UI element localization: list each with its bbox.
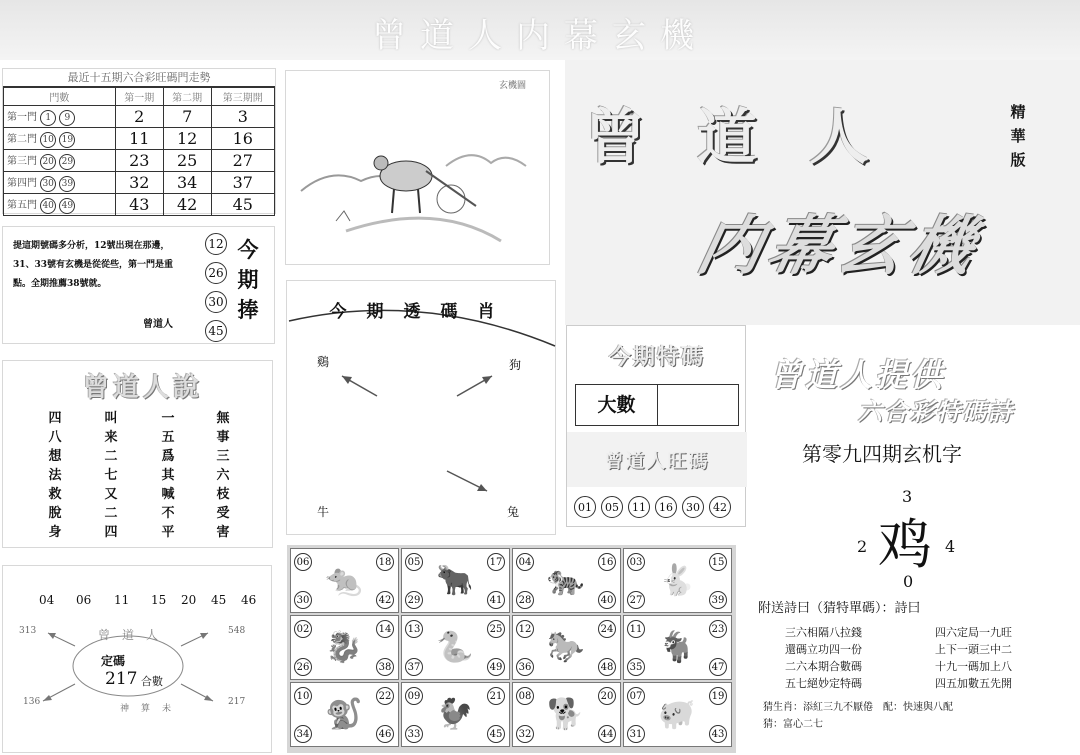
zodiac-cell (512, 548, 621, 613)
special-title: 今期特碼 (608, 344, 705, 370)
grid-number: 06 (294, 553, 312, 571)
grid-number: 39 (709, 591, 727, 609)
grid-number: 07 (627, 687, 645, 705)
poem-line: 三六相隔八拉錢 (785, 626, 862, 639)
gate-label: 第一門 (7, 111, 37, 123)
diagram-right-top: 548 (228, 626, 246, 636)
zodiac-rabbit: 兔 (507, 505, 520, 519)
recommended-number: 26 (205, 262, 227, 284)
grid-number: 26 (294, 658, 312, 676)
rooster-icon: 🐓 (436, 697, 474, 732)
zodiac-cell (290, 682, 399, 747)
center-value: 217 (105, 669, 138, 689)
gate-cell (4, 150, 116, 172)
value-cell: 25 (163, 150, 211, 172)
gate-to: 9 (59, 110, 75, 126)
diagram-left-bottom: 136 (23, 697, 41, 707)
grid-number: 04 (516, 553, 534, 571)
gate-to: 29 (59, 154, 75, 170)
provider-title: 曾道人提供 (770, 356, 946, 394)
speech-panel (2, 360, 273, 548)
hot-number: 16 (655, 496, 677, 518)
horse-icon: 🐎 (547, 630, 585, 665)
grid-number: 03 (627, 553, 645, 571)
banner-title: 曾道人内幕玄機 (372, 16, 708, 56)
value-cell: 2 (115, 106, 163, 128)
diagram-number: 11 (114, 593, 130, 607)
grid-number: 41 (487, 591, 505, 609)
gate-label: 第四門 (7, 177, 37, 189)
gate-to: 39 (59, 176, 75, 192)
column-header: 第一期 (115, 88, 163, 106)
center-label: 定碼 (101, 654, 126, 668)
zodiac-cell (623, 548, 732, 613)
diagram-right-bottom: 217 (228, 697, 246, 707)
recommendation-panel (2, 226, 275, 344)
gate-from: 30 (40, 176, 56, 192)
value-cell: 7 (163, 106, 211, 128)
recommended-number: 30 (205, 291, 227, 313)
grid-number: 20 (598, 687, 616, 705)
grid-number: 12 (516, 620, 534, 638)
zodiac-cell (290, 548, 399, 613)
column-header: 門數 (4, 88, 116, 106)
hot-code-title: 曾道人旺碼 (604, 450, 710, 472)
zodiac-cell (512, 682, 621, 747)
grid-number: 21 (487, 687, 505, 705)
value-cell: 34 (163, 172, 211, 194)
poem-line: 還碼立功四一份 (785, 643, 862, 656)
recommended-number: 45 (205, 320, 227, 342)
gate-label: 第五門 (7, 199, 37, 211)
diagram-number: 45 (211, 593, 227, 607)
grid-number: 09 (405, 687, 423, 705)
grid-number: 24 (598, 620, 616, 638)
gate-from: 20 (40, 154, 56, 170)
gate-label: 第三門 (7, 155, 37, 167)
dog-icon: 🐕 (547, 697, 585, 732)
hot-number: 42 (709, 496, 731, 518)
zodiac-cell (623, 615, 732, 680)
poem-line: 五七絕妙定特碼 (785, 677, 862, 690)
hot-number: 11 (628, 496, 650, 518)
grid-number: 16 (598, 553, 616, 571)
verse-column: 叫来二七又二四 (104, 411, 118, 540)
diagram-number: 06 (76, 593, 92, 607)
poem-line: 上下一頭三中二 (935, 643, 1012, 656)
poem-line: 十九一碼加上八 (935, 660, 1012, 673)
sub-title: 内幕玄機 (690, 209, 987, 284)
gate-cell (4, 172, 116, 194)
diagram-bottom: 神算未 (120, 704, 184, 714)
value-cell: 23 (115, 150, 163, 172)
grid-number: 13 (405, 620, 423, 638)
tiger-icon: 🐅 (547, 563, 585, 598)
grid-number: 45 (487, 725, 505, 743)
diagram-arrows (3, 566, 273, 754)
grid-number: 35 (627, 658, 645, 676)
riddle-character: 鸡 (878, 513, 932, 576)
grid-number: 43 (709, 725, 727, 743)
main-title: 曾道人 (585, 103, 921, 173)
verse-column: 無事三六枝受害 (216, 411, 230, 540)
gate-from: 10 (40, 132, 56, 148)
transmit-zodiac-panel (286, 280, 556, 535)
value-cell: 45 (211, 194, 274, 216)
table-caption: 最近十五期六合彩旺碼門走勢 (3, 69, 275, 87)
mystery-painting (285, 70, 550, 265)
gate-to: 49 (59, 198, 75, 214)
riddle-left: 2 (857, 537, 868, 556)
zodiac-ox: 牛 (317, 505, 330, 519)
center-suffix: 合數 (141, 675, 163, 688)
zodiac-cell (512, 615, 621, 680)
diagram-number: 04 (39, 593, 55, 607)
goat-icon: 🐐 (658, 630, 696, 665)
dragon-icon: 🐉 (325, 630, 363, 665)
grid-number: 46 (376, 725, 394, 743)
grid-number: 11 (627, 620, 645, 638)
verse-column: 一五爲其喊不平 (161, 411, 175, 540)
grid-number: 18 (376, 553, 394, 571)
zodiac-rooster: 鷄 (317, 355, 330, 369)
grid-number: 31 (627, 725, 645, 743)
value-cell: 42 (163, 194, 211, 216)
signature: 曾道人 (143, 319, 173, 330)
grid-number: 32 (516, 725, 534, 743)
grid-number: 36 (516, 658, 534, 676)
grid-number: 48 (598, 658, 616, 676)
zodiac-cell (401, 615, 510, 680)
value-cell: 3 (211, 106, 274, 128)
guess-number: 猜：富心二七 (763, 719, 823, 730)
diagram-number: 15 (151, 593, 167, 607)
gate-from: 1 (40, 110, 56, 126)
gate-to: 19 (59, 132, 75, 148)
grid-number: 40 (598, 591, 616, 609)
zodiac-cell (401, 548, 510, 613)
recommend-heading: 今期捧 (237, 237, 259, 322)
grid-number: 37 (405, 658, 423, 676)
value-cell: 16 (211, 128, 274, 150)
edition-label: 精華版 (1010, 103, 1026, 169)
zodiac-cell (401, 682, 510, 747)
value-cell: 27 (211, 150, 274, 172)
grid-number: 27 (627, 591, 645, 609)
value-cell: 11 (115, 128, 163, 150)
special-code-panel (566, 325, 746, 527)
poem-line: 四六定局一九旺 (935, 626, 1012, 639)
zodiac-number-grid (287, 545, 736, 753)
poem-heading: 六合彩特碼詩 (858, 397, 1014, 426)
poem-line: 二六本期合數碼 (785, 660, 862, 673)
table-row (4, 128, 275, 150)
pig-icon: 🐖 (658, 697, 696, 732)
hot-number: 05 (601, 496, 623, 518)
grid-number: 38 (376, 658, 394, 676)
grid-number: 10 (294, 687, 312, 705)
painting-label: 玄機圖 (499, 81, 527, 91)
ox-plow-illustration (286, 71, 551, 266)
grid-number: 33 (405, 725, 423, 743)
gate-from: 40 (40, 198, 56, 214)
table-row (4, 172, 275, 194)
grid-number: 14 (376, 620, 394, 638)
grid-number: 30 (294, 591, 312, 609)
gate-cell (4, 194, 116, 216)
fixed-code-diagram (2, 565, 272, 753)
diagram-left-top: 313 (19, 626, 37, 636)
column-header: 第二期 (163, 88, 211, 106)
grid-number: 17 (487, 553, 505, 571)
recommended-number: 12 (205, 233, 227, 255)
value-cell: 12 (163, 128, 211, 150)
riddle-top: 3 (902, 487, 913, 506)
gate-label: 第二門 (7, 133, 37, 145)
grid-number: 19 (709, 687, 727, 705)
grid-number: 05 (405, 553, 423, 571)
recommendation-text: 提這期號碼多分析，12號出現在那邊，31、33號有玄機是從從些，第一門是重點。全期推薦38號就。 (13, 241, 174, 289)
hot-number: 30 (682, 496, 704, 518)
rat-icon: 🐀 (325, 563, 363, 598)
special-options (575, 384, 739, 426)
hot-code-band (567, 432, 747, 487)
poem-title: 附送詩曰（猜特單碼）：詩曰 (758, 601, 921, 616)
grid-number: 22 (376, 687, 394, 705)
value-cell: 43 (115, 194, 163, 216)
speech-title: 曾道人說 (82, 373, 203, 403)
poem-line: 四五加數五先開 (935, 677, 1012, 690)
transmit-title: 今期透碼肖 (329, 302, 515, 322)
diagram-number: 20 (181, 593, 197, 607)
grid-number: 49 (487, 658, 505, 676)
issue-label: 第零九四期玄机字 (802, 442, 962, 466)
option-big: 大數 (576, 385, 658, 425)
grid-number: 08 (516, 687, 534, 705)
grid-number: 02 (294, 620, 312, 638)
column-header: 第三期開 (211, 88, 274, 106)
grid-number: 44 (598, 725, 616, 743)
grid-number: 34 (294, 725, 312, 743)
value-cell: 37 (211, 172, 274, 194)
grid-number: 23 (709, 620, 727, 638)
zodiac-cell (623, 682, 732, 747)
value-cell: 32 (115, 172, 163, 194)
hot-number: 01 (574, 496, 596, 518)
rabbit-icon: 🐇 (658, 563, 696, 598)
monkey-icon: 🐒 (325, 697, 363, 732)
snake-icon: 🐍 (436, 630, 474, 665)
grid-number: 42 (376, 591, 394, 609)
gate-cell (4, 106, 116, 128)
diagram-arc: 曾道人 (98, 628, 171, 642)
grid-number: 28 (516, 591, 534, 609)
table-row (4, 194, 275, 216)
guess-zodiac: 猜生肖：添紅三九不厭倦 配：快速與八配 (763, 702, 953, 713)
grid-number: 29 (405, 591, 423, 609)
gate-trend-table (2, 68, 276, 214)
gate-cell (4, 128, 116, 150)
verse-column: 四八想法救脫身 (48, 411, 62, 540)
riddle-bottom: 0 (903, 572, 914, 591)
table-row (4, 106, 275, 128)
grid-number: 15 (709, 553, 727, 571)
riddle-right: 4 (945, 537, 956, 556)
table-row (4, 150, 275, 172)
grid-number: 25 (487, 620, 505, 638)
grid-number: 47 (709, 658, 727, 676)
zodiac-dog: 狗 (509, 358, 522, 372)
diagram-number: 46 (241, 593, 257, 607)
zodiac-cell (290, 615, 399, 680)
ox-icon: 🐂 (436, 563, 474, 598)
